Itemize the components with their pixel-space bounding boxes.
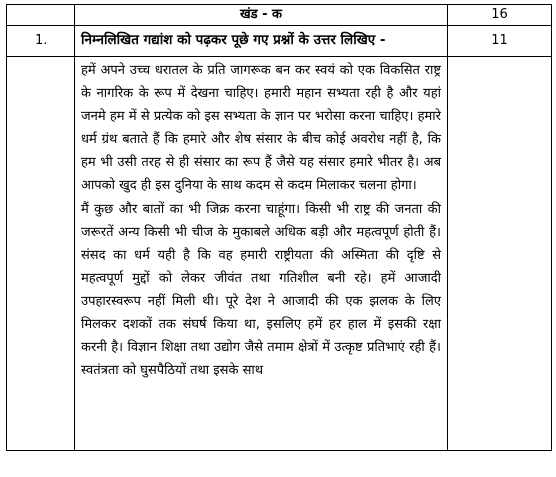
passage-paragraph: मैं कुछ और बातों का भी जिक्र करना चाहूंगा। किसी भी राष्ट्र की जनता की जरूरतें अन्य किसी भी चीज के मुकाबले अधिक बड़ी और महत्वपूर्ण होती हैं। संसद का धर्म यही है कि वह हमारी राष्ट्रीयता की अस्मिता की दृष्टि से महत्वपूर्ण मुद्दों को लेकर जीवंत तथा गतिशील बनी रहे। हमें आजादी उपहारस्वरूप नहीं मिली थी। पूरे देश ने आजादी की एक झलक के लिए मिलकर दशकों तक संघर्ष किया था, इसलिए हमें हर हाल में इसकी रक्षा करनी है। विज्ञान शिक्षा तथा उद्योग जैसे तमाम क्षेत्रों में उत्कृष्ट प्रतिभाएं रही हैं। स्वतंत्रता को घुसपैठियों तथा इसके साथ <box>81 201 441 379</box>
section-marks: 16 <box>448 5 552 26</box>
passage-number-cell <box>7 57 75 451</box>
passage-row <box>7 57 552 451</box>
question-marks: 11 <box>448 26 552 57</box>
question-table <box>6 4 552 451</box>
section-title: खंड - क <box>75 5 448 26</box>
passage-cell <box>75 57 448 451</box>
section-number-cell <box>7 5 75 26</box>
question-row <box>7 26 552 57</box>
question-instruction: निम्नलिखित गद्यांश को पढ़कर पूछे गए प्रश्नों के उत्तर लिखिए - <box>75 26 448 57</box>
passage-paragraph: हमें अपने उच्च धरातल के प्रति जागरूक बन कर स्वयं को एक विकसित राष्ट्र के नागरिक के रूप में देखना चाहिए। हमारी महान सभ्यता रही है और यहां जनमे हम में से प्रत्येक को इस सभ्यता के ज्ञान पर भरोसा करना चाहिए। हमारे धर्म ग्रंथ बताते हैं कि हमारे और शेष संसार के बीच कोई अवरोध नहीं है, कि हम भी उसी तरह से ही संसार का रूप हैं जैसे यह संसार हमारे भीतर है। अब आपको खुद ही इस दुनिया के साथ कदम से कदम मिलाकर चलना होगा। <box>81 63 441 194</box>
passage-marks-cell <box>448 57 552 451</box>
passage-text <box>75 57 447 450</box>
question-number: 1. <box>7 26 75 57</box>
section-header-row <box>7 5 552 26</box>
